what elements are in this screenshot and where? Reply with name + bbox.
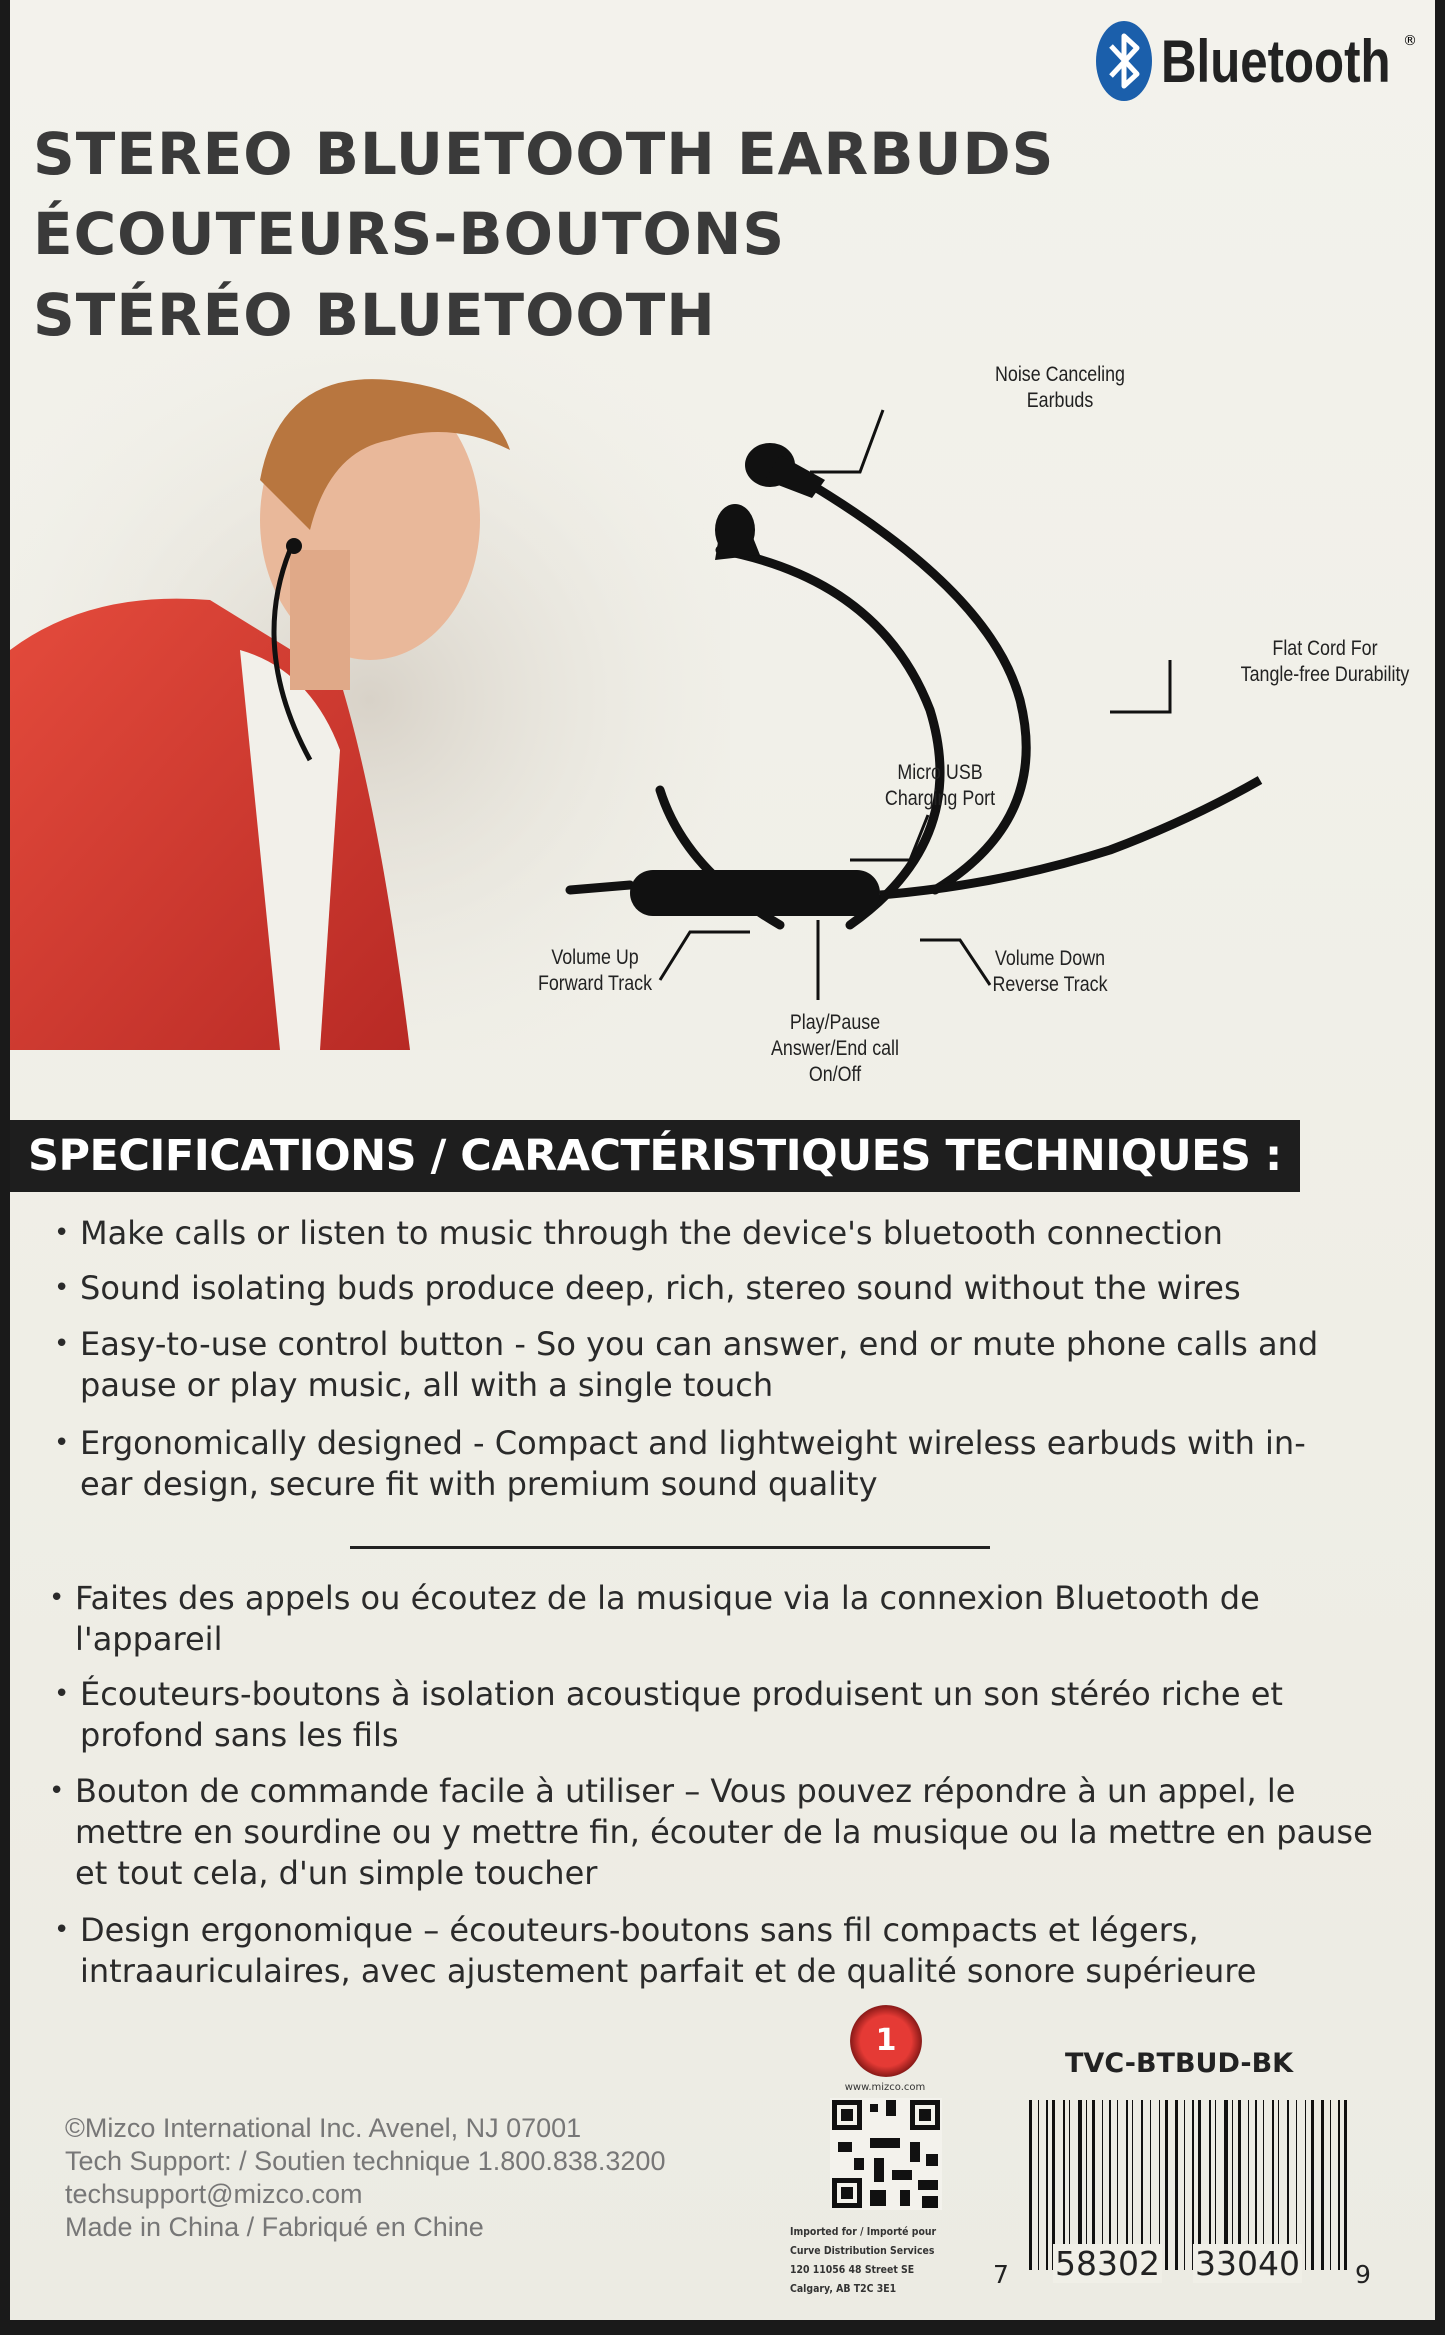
title-line-1: STEREO BLUETOOTH EARBUDS (33, 120, 1055, 188)
registered-mark: ® (1402, 33, 1417, 49)
footer-copyright: ©Mizco International Inc. Avenel, NJ 07001 (65, 2113, 582, 2143)
footer-support: Tech Support: / Soutien technique 1.800.838.3200 (65, 2146, 666, 2176)
barcode-bar (1344, 2100, 1347, 2270)
barcode-bar (1330, 2100, 1331, 2270)
label-earbuds: Noise Canceling Earbuds (995, 363, 1125, 412)
barcode-bar (1305, 2100, 1306, 2270)
specifications-header: SPECIFICATIONS / CARACTÉRISTIQUES TECHNIQUES : (10, 1120, 1300, 1192)
spec-en-2: • Sound isolating buds produce deep, rich, stereo sound without the wires (50, 1268, 1380, 1309)
spec-en-1: • Make calls or listen to music through the device's bluetooth connection (50, 1213, 1380, 1254)
barcode-bar (1311, 2100, 1314, 2270)
barcode-digits-right: 33040 (1195, 2244, 1300, 2283)
barcode-bar (1165, 2100, 1168, 2270)
barcode-bar (1175, 2100, 1178, 2270)
barcode-bar (1321, 2100, 1324, 2270)
qr-code (830, 2098, 942, 2210)
barcode-digit-first: 7 (993, 2260, 1009, 2289)
website: www.mizco.com (844, 2082, 926, 2093)
footer-origin: Made in China / Fabriqué en Chine (65, 2212, 484, 2242)
barcode-bar (1038, 2100, 1039, 2270)
bluetooth-wordmark: Bluetooth (1161, 27, 1391, 95)
spec-fr-3: • Bouton de commande facile à utiliser – Vous pouvez répondre à un appel, le mettre en sourdine ou y mettre fin, écouter de la musique ou la mettre en pause et tout cela, d'un simple toucher (45, 1771, 1375, 1894)
importer-info: Imported for / Importé pour Curve Distribution Services 120 11056 48 Street SE Calgary, AB T2C 3E1 (790, 2225, 937, 2295)
divider (350, 1546, 990, 1549)
spec-en-3: • Easy-to-use control button - So you can answer, end or mute phone calls and pause or play music, all with a single touch (50, 1324, 1350, 1406)
barcode-digits-left: 58302 (1055, 2244, 1160, 2283)
spec-fr-4: • Design ergonomique – écouteurs-boutons sans fil compacts et légers, intraauriculaires, avec ajustement parfait et de qualité sonore supérieure (50, 1910, 1350, 1992)
barcode-bar (1338, 2100, 1340, 2270)
package-back (10, 0, 1435, 2320)
title-line-2: ÉCOUTEURS-BOUTONS (33, 200, 786, 268)
title-line-3: STÉRÉO BLUETOOTH (33, 281, 716, 349)
bluetooth-icon (1095, 20, 1153, 102)
label-volume-down: Volume Down Reverse Track (992, 947, 1108, 996)
label-flat-cord: Flat Cord For Tangle-free Durability (1240, 637, 1410, 686)
bluetooth-logo (1095, 18, 1417, 104)
warranty-badge-icon: 1 (850, 2005, 922, 2077)
spec-fr-2: • Écouteurs-boutons à isolation acoustique produisent un son stéréo riche et profond sans les fils (50, 1674, 1350, 1756)
barcode-bar (1046, 2100, 1048, 2270)
barcode-digit-last: 9 (1355, 2260, 1371, 2289)
barcode-bar (1184, 2100, 1185, 2270)
label-play-pause: Play/Pause Answer/End call On/Off (770, 1011, 899, 1086)
barcode-bar (1029, 2100, 1032, 2270)
footer-email: techsupport@mizco.com (65, 2179, 363, 2209)
earbuds-diagram (550, 380, 1310, 1000)
spec-fr-1: • Faites des appels ou écoutez de la musique via la connexion Bluetooth de l'appareil (45, 1578, 1365, 1660)
label-micro-usb: Micro USB Charging Port (884, 761, 996, 810)
model-number: TVC-BTBUD-BK (1065, 2048, 1294, 2079)
spec-en-4: • Ergonomically designed - Compact and lightweight wireless earbuds with in-ear design, secure fit with premium sound quality (50, 1423, 1350, 1505)
label-volume-up: Volume Up Forward Track (537, 946, 653, 995)
